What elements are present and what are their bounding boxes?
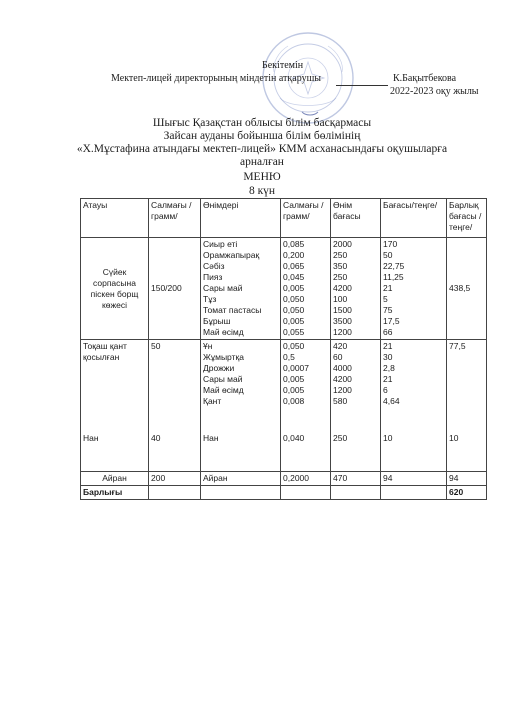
column-header: Өнім бағасы (331, 199, 381, 238)
product-weight: 0,5 (283, 352, 295, 362)
price: 22,75 (383, 261, 405, 271)
price: 50 (383, 250, 393, 260)
price: 17,5 (383, 316, 400, 326)
dish-total: 77,5 (449, 341, 466, 351)
product-weight: 0,045 (283, 272, 305, 282)
product-weight-list (281, 340, 331, 472)
product-weight: 0,050 (283, 341, 305, 351)
heading-day: 8 күн (248, 185, 276, 197)
product-name: Сиыр еті (203, 239, 238, 249)
unit-price: 470 (331, 472, 381, 486)
heading-school: «Х.Мұстафина атындағы мектеп-лицей» КММ асханасындағы оқушыларға (76, 143, 448, 155)
product-weight: 0,040 (283, 433, 305, 443)
product-weight: 0,200 (283, 250, 305, 260)
dish-total: 94 (447, 472, 487, 486)
product-name: Бұрыш (203, 316, 231, 326)
dish-name: Сүйек сорпасына піскен борщ көжесі (81, 238, 149, 340)
unit-price: 100 (333, 294, 348, 304)
column-header: Өнімдері (201, 199, 281, 238)
total-row (81, 486, 487, 500)
unit-price: 420 (333, 341, 348, 351)
unit-price-list (331, 238, 381, 340)
product-name: Айран (201, 472, 281, 486)
price: 4,64 (383, 396, 400, 406)
price: 21 (383, 374, 393, 384)
column-header: Салмағы /грамм/ (149, 199, 201, 238)
unit-price: 3500 (333, 316, 352, 326)
table-row (81, 472, 487, 486)
product-name: Жұмыртқа (203, 352, 244, 362)
unit-price: 350 (333, 261, 348, 271)
product-name: Орамжапырақ (203, 250, 260, 260)
product-weight: 0,050 (283, 305, 305, 315)
product-weight: 0,008 (283, 396, 305, 406)
column-header: Бағасы/теңге/ (381, 199, 447, 238)
price: 21 (383, 341, 393, 351)
product-name: Томат пастасы (203, 305, 262, 315)
price: 75 (383, 305, 393, 315)
price: 94 (381, 472, 447, 486)
menu-table (80, 198, 487, 500)
product-weight: 0,085 (283, 239, 305, 249)
product-name: Дрожжи (203, 363, 235, 373)
product-name: Тұз (203, 294, 217, 304)
dish-weight: 40 (151, 433, 161, 443)
dish-name-group (81, 340, 149, 472)
column-header: Салмағы /грамм/ (281, 199, 331, 238)
unit-price: 580 (333, 396, 348, 406)
product-list (201, 238, 281, 340)
unit-price: 1500 (333, 305, 352, 315)
approval-name: К.Бақытбекова (393, 73, 457, 84)
unit-price: 250 (333, 433, 348, 443)
heading-district: Зайсан ауданы бойынша білім бөлімінің (163, 130, 361, 142)
approval-title: Бекітемін (262, 60, 304, 71)
product-weight: 0,2000 (281, 472, 331, 486)
heading-department: Шығыс Қазақстан облысы білім басқармасы (152, 117, 372, 129)
dish-weight: 200 (149, 472, 201, 486)
unit-price: 1200 (333, 327, 352, 337)
price: 10 (383, 433, 393, 443)
product-name: Май өсімд (203, 327, 244, 337)
product-weight: 0,005 (283, 316, 305, 326)
table-row (81, 340, 487, 472)
product-name: Сары май (203, 283, 243, 293)
product-name: Сары май (203, 374, 243, 384)
price: 11,25 (383, 272, 404, 282)
heading-for: арналған (240, 156, 284, 168)
unit-price: 4200 (333, 374, 352, 384)
column-header: Атауы (81, 199, 149, 238)
signature-line (336, 85, 388, 86)
heading-menu: МЕНЮ (243, 171, 281, 183)
product-weight: 0,055 (283, 327, 305, 337)
unit-price: 250 (333, 272, 348, 282)
dish-name: Нан (83, 433, 99, 443)
table-row (81, 238, 487, 340)
dish-total-group (447, 340, 487, 472)
price-list (381, 340, 447, 472)
grand-total-value: 620 (447, 486, 487, 500)
dish-weight: 150/200 (149, 238, 201, 340)
product-weight: 0,005 (283, 385, 305, 395)
unit-price: 4000 (333, 363, 352, 373)
dish-name: Айран (81, 472, 149, 486)
product-name: Ұн (203, 341, 213, 351)
price: 5 (383, 294, 388, 304)
product-name: Май өсімд (203, 385, 244, 395)
approval-role: Мектеп-лицей директорының міндетін атқарушы (111, 73, 321, 84)
price: 2,8 (383, 363, 395, 373)
price: 6 (383, 385, 388, 395)
column-header: Барлық бағасы /теңге/ (447, 199, 487, 238)
dish-total: 10 (449, 433, 459, 443)
product-weight: 0,065 (283, 261, 305, 271)
unit-price: 250 (333, 250, 348, 260)
product-name: Сәбіз (203, 261, 225, 271)
approval-year: 2022-2023 оқу жылы (390, 86, 479, 97)
unit-price: 4200 (333, 283, 352, 293)
product-weight: 0,0007 (283, 363, 309, 373)
grand-total-label: Барлығы (81, 486, 149, 500)
dish-total: 438,5 (447, 238, 487, 340)
price: 21 (383, 283, 393, 293)
unit-price-list (331, 340, 381, 472)
price: 170 (383, 239, 398, 249)
product-weight: 0,005 (283, 374, 305, 384)
dish-name: Тоқаш қант қосылған (83, 341, 127, 362)
table-header-row (81, 199, 487, 238)
product-weight: 0,005 (283, 283, 305, 293)
dish-weight: 50 (151, 341, 161, 351)
price: 30 (383, 352, 393, 362)
unit-price: 2000 (333, 239, 352, 249)
product-list (201, 340, 281, 472)
product-name: Нан (203, 433, 219, 443)
price-list (381, 238, 447, 340)
product-name: Пияз (203, 272, 223, 282)
unit-price: 60 (333, 352, 343, 362)
dish-weight-group (149, 340, 201, 472)
product-name: Қант (203, 396, 222, 406)
product-weight-list (281, 238, 331, 340)
product-weight: 0,050 (283, 294, 305, 304)
unit-price: 1200 (333, 385, 352, 395)
price: 66 (383, 327, 393, 337)
